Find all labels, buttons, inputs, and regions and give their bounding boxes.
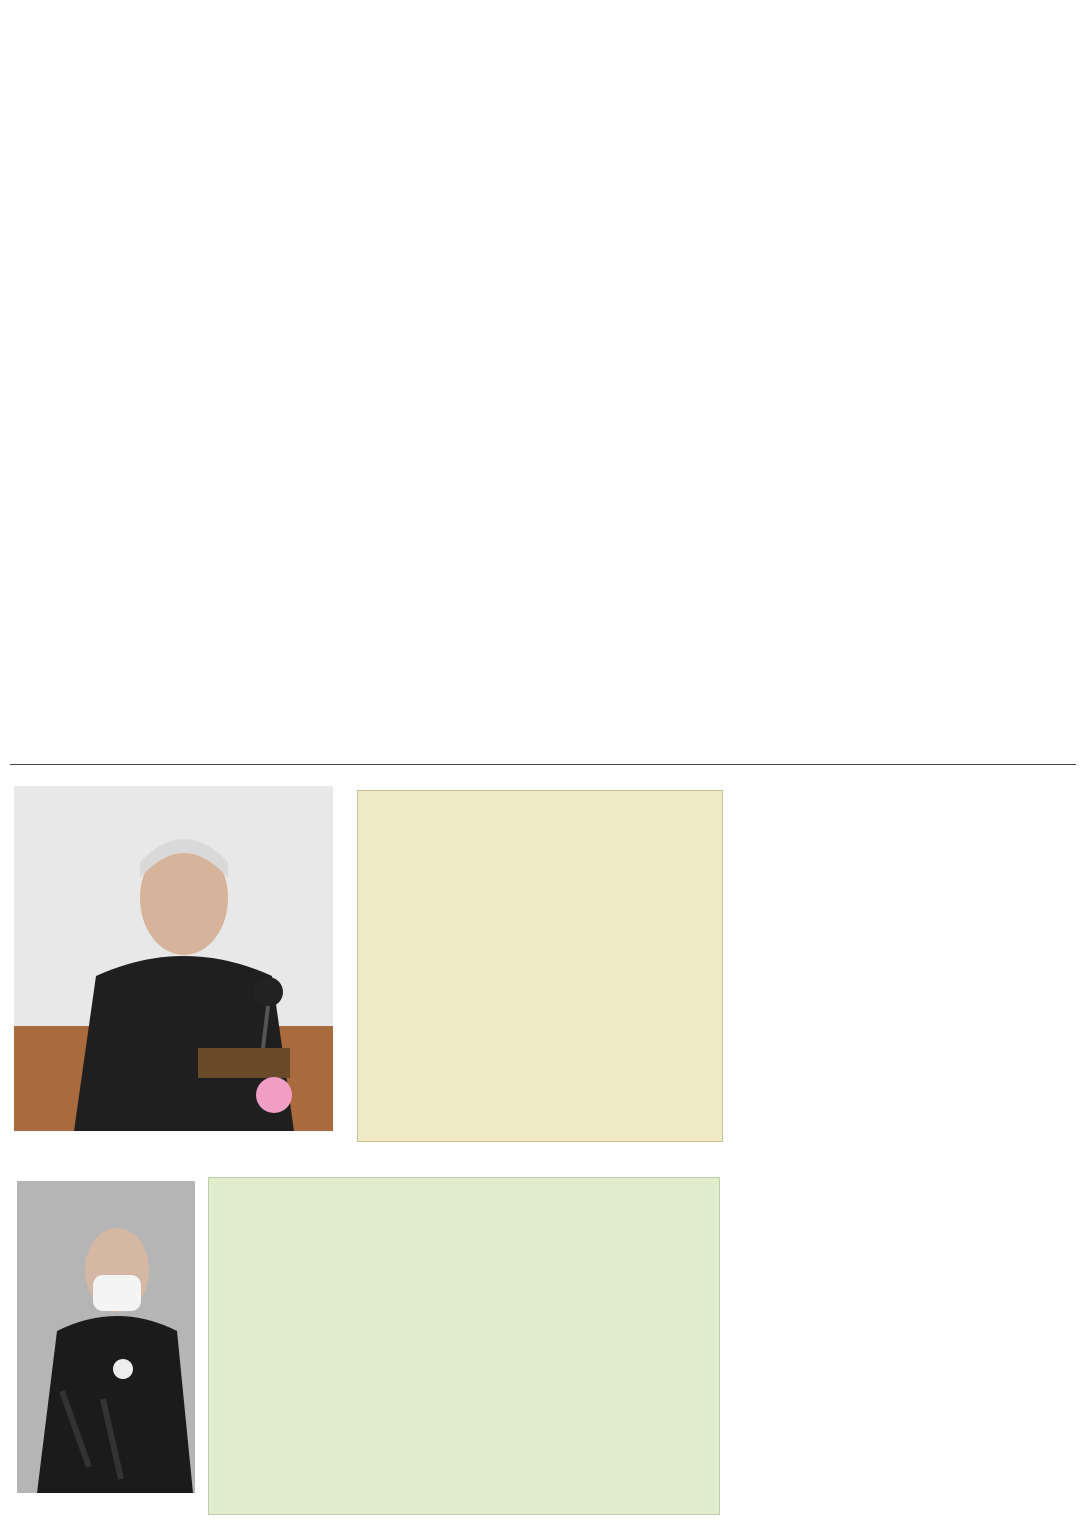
section-divider <box>10 764 1076 765</box>
chairman-photo-image <box>17 1181 195 1493</box>
speaker-photo-image <box>14 786 333 1131</box>
photo-tanaka <box>17 1181 195 1493</box>
photo-shimizu <box>14 786 333 1131</box>
emergency-card-box <box>208 1177 720 1515</box>
shukatsu-reference-box <box>357 790 723 1142</box>
